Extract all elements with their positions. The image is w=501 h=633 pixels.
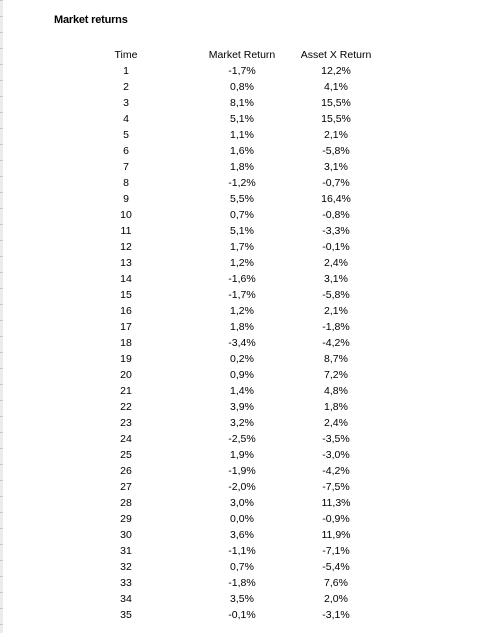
- cell-time[interactable]: 16: [120, 305, 132, 317]
- cell-asset-x-return[interactable]: 15,5%: [321, 97, 351, 109]
- table-row: [0, 399, 501, 415]
- cell-time[interactable]: 2: [123, 81, 129, 93]
- cell-asset-x-return[interactable]: 2,1%: [324, 305, 348, 317]
- cell-asset-x-return[interactable]: 3,1%: [324, 273, 348, 285]
- cell-asset-x-return[interactable]: 11,9%: [321, 529, 351, 541]
- cell-time[interactable]: 33: [120, 577, 132, 589]
- cell-time[interactable]: 6: [123, 145, 129, 157]
- cell-asset-x-return[interactable]: 8,7%: [324, 353, 348, 365]
- cell-market-return[interactable]: 1,4%: [230, 385, 254, 397]
- cell-market-return[interactable]: 5,1%: [230, 113, 254, 125]
- cell-time[interactable]: 25: [120, 449, 132, 461]
- cell-asset-x-return[interactable]: 2,1%: [324, 129, 348, 141]
- header-time[interactable]: Time: [114, 49, 138, 61]
- cell-market-return[interactable]: -1,9%: [228, 465, 256, 477]
- cell-market-return[interactable]: -1,2%: [228, 177, 256, 189]
- cell-time[interactable]: 18: [120, 337, 132, 349]
- cell-market-return[interactable]: 3,0%: [230, 497, 254, 509]
- cell-time[interactable]: 24: [120, 433, 132, 445]
- cell-market-return[interactable]: 0,0%: [230, 513, 254, 525]
- table-row: [0, 95, 501, 111]
- cell-asset-x-return[interactable]: -5,8%: [322, 289, 350, 301]
- cell-time[interactable]: 1: [123, 65, 129, 77]
- table-header-row: [0, 47, 501, 63]
- cell-time[interactable]: 32: [120, 561, 132, 573]
- cell-asset-x-return[interactable]: -0,7%: [322, 177, 350, 189]
- cell-asset-x-return[interactable]: -0,9%: [322, 513, 350, 525]
- table-row: [0, 319, 501, 335]
- cell-market-return[interactable]: 1,7%: [230, 241, 254, 253]
- table-row: [0, 351, 501, 367]
- cell-time[interactable]: 28: [120, 497, 132, 509]
- cell-market-return[interactable]: 0,7%: [230, 209, 254, 221]
- cell-market-return[interactable]: -1,8%: [228, 577, 256, 589]
- table-row: [0, 383, 501, 399]
- cell-market-return[interactable]: 0,2%: [230, 353, 254, 365]
- sheet-title: Market returns: [54, 14, 128, 26]
- cell-asset-x-return[interactable]: 1,8%: [324, 401, 348, 413]
- table-row: [0, 415, 501, 431]
- cell-asset-x-return[interactable]: -7,5%: [322, 481, 350, 493]
- header-market-return[interactable]: Market Return: [208, 49, 276, 61]
- cell-market-return[interactable]: 1,6%: [230, 145, 254, 157]
- table-row: [0, 239, 501, 255]
- table-row: [0, 463, 501, 479]
- cell-time[interactable]: 4: [123, 113, 129, 125]
- cell-market-return[interactable]: 3,2%: [230, 417, 254, 429]
- cell-asset-x-return[interactable]: -3,1%: [322, 609, 350, 621]
- cell-market-return[interactable]: -2,5%: [228, 433, 256, 445]
- cell-asset-x-return[interactable]: 7,2%: [324, 369, 348, 381]
- table-row: [0, 559, 501, 575]
- table-row: [0, 495, 501, 511]
- table-row: [0, 207, 501, 223]
- cell-market-return[interactable]: 0,8%: [230, 81, 254, 93]
- cell-asset-x-return[interactable]: 2,4%: [324, 257, 348, 269]
- cell-asset-x-return[interactable]: -4,2%: [322, 337, 350, 349]
- cell-time[interactable]: 7: [123, 161, 129, 173]
- table-row: [0, 143, 501, 159]
- table-row: [0, 223, 501, 239]
- cell-time[interactable]: 5: [123, 129, 129, 141]
- table-row: [0, 191, 501, 207]
- table-row: [0, 447, 501, 463]
- cell-time[interactable]: 30: [120, 529, 132, 541]
- table-row: [0, 287, 501, 303]
- cell-asset-x-return[interactable]: 2,4%: [324, 417, 348, 429]
- table-row: [0, 159, 501, 175]
- cell-asset-x-return[interactable]: 3,1%: [324, 161, 348, 173]
- cell-time[interactable]: 13: [120, 257, 132, 269]
- cell-asset-x-return[interactable]: -0,1%: [322, 241, 350, 253]
- cell-market-return[interactable]: 5,5%: [230, 193, 254, 205]
- cell-time[interactable]: 35: [120, 609, 132, 621]
- cell-time[interactable]: 29: [120, 513, 132, 525]
- cell-market-return[interactable]: 1,2%: [230, 257, 254, 269]
- table-row: [0, 127, 501, 143]
- cell-time[interactable]: 26: [120, 465, 132, 477]
- cell-market-return[interactable]: 3,6%: [230, 529, 254, 541]
- table-row: [0, 479, 501, 495]
- cell-market-return[interactable]: 1,8%: [230, 321, 254, 333]
- cell-asset-x-return[interactable]: -7,1%: [322, 545, 350, 557]
- cell-asset-x-return[interactable]: -0,8%: [322, 209, 350, 221]
- cell-time[interactable]: 27: [120, 481, 132, 493]
- table-row: [0, 591, 501, 607]
- cell-market-return[interactable]: -1,7%: [228, 289, 256, 301]
- cell-time[interactable]: 19: [120, 353, 132, 365]
- cell-asset-x-return[interactable]: -1,8%: [322, 321, 350, 333]
- cell-asset-x-return[interactable]: 15,5%: [321, 113, 351, 125]
- cell-market-return[interactable]: 3,5%: [230, 593, 254, 605]
- header-asset-x-return[interactable]: Asset X Return: [300, 49, 372, 61]
- table-row: [0, 111, 501, 127]
- cell-market-return[interactable]: 5,1%: [230, 225, 254, 237]
- cell-market-return[interactable]: -1,1%: [228, 545, 256, 557]
- cell-time[interactable]: 22: [120, 401, 132, 413]
- cell-time[interactable]: 14: [120, 273, 132, 285]
- table-row: [0, 303, 501, 319]
- cell-time[interactable]: 15: [120, 289, 132, 301]
- table-row: [0, 255, 501, 271]
- table-row: [0, 63, 501, 79]
- cell-market-return[interactable]: -1,6%: [228, 273, 256, 285]
- table-row: [0, 335, 501, 351]
- cell-market-return[interactable]: 3,9%: [230, 401, 254, 413]
- table-row: [0, 607, 501, 623]
- cell-asset-x-return[interactable]: 12,2%: [321, 65, 351, 77]
- cell-time[interactable]: 11: [120, 225, 132, 237]
- cell-asset-x-return[interactable]: 7,6%: [324, 577, 348, 589]
- cell-market-return[interactable]: 1,1%: [230, 129, 254, 141]
- cell-time[interactable]: 10: [120, 209, 132, 221]
- cell-time[interactable]: 31: [120, 545, 132, 557]
- cell-market-return[interactable]: 8,1%: [230, 97, 254, 109]
- cell-time[interactable]: 17: [120, 321, 132, 333]
- cell-market-return[interactable]: 1,2%: [230, 305, 254, 317]
- cell-market-return[interactable]: -3,4%: [228, 337, 256, 349]
- cell-market-return[interactable]: 0,9%: [230, 369, 254, 381]
- cell-asset-x-return[interactable]: 4,1%: [324, 81, 348, 93]
- cell-asset-x-return[interactable]: -3,5%: [322, 433, 350, 445]
- table-row: [0, 575, 501, 591]
- cell-asset-x-return[interactable]: -5,4%: [322, 561, 350, 573]
- cell-asset-x-return[interactable]: -4,2%: [322, 465, 350, 477]
- cell-asset-x-return[interactable]: -3,3%: [322, 225, 350, 237]
- table-row: [0, 79, 501, 95]
- table-row: [0, 543, 501, 559]
- cell-time[interactable]: 23: [120, 417, 132, 429]
- table-row: [0, 527, 501, 543]
- table-row: [0, 271, 501, 287]
- cell-asset-x-return[interactable]: 4,8%: [324, 385, 348, 397]
- cell-market-return[interactable]: -1,7%: [228, 65, 256, 77]
- cell-asset-x-return[interactable]: -5,8%: [322, 145, 350, 157]
- cell-time[interactable]: 12: [120, 241, 132, 253]
- cell-market-return[interactable]: -2,0%: [228, 481, 256, 493]
- table-row: [0, 367, 501, 383]
- cell-market-return[interactable]: 1,9%: [230, 449, 254, 461]
- cell-time[interactable]: 34: [120, 593, 132, 605]
- table-row: [0, 431, 501, 447]
- table-row: [0, 511, 501, 527]
- cell-asset-x-return[interactable]: 11,3%: [321, 497, 351, 509]
- cell-market-return[interactable]: -0,1%: [228, 609, 256, 621]
- cell-time[interactable]: 20: [120, 369, 132, 381]
- cell-market-return[interactable]: 1,8%: [230, 161, 254, 173]
- cell-time[interactable]: 21: [120, 385, 132, 397]
- cell-time[interactable]: 3: [123, 97, 129, 109]
- table-row: [0, 175, 501, 191]
- cell-time[interactable]: 9: [123, 193, 129, 205]
- cell-time[interactable]: 8: [123, 177, 129, 189]
- cell-asset-x-return[interactable]: -3,0%: [322, 449, 350, 461]
- cell-market-return[interactable]: 0,7%: [230, 561, 254, 573]
- cell-asset-x-return[interactable]: 2,0%: [324, 593, 348, 605]
- cell-asset-x-return[interactable]: 16,4%: [321, 193, 351, 205]
